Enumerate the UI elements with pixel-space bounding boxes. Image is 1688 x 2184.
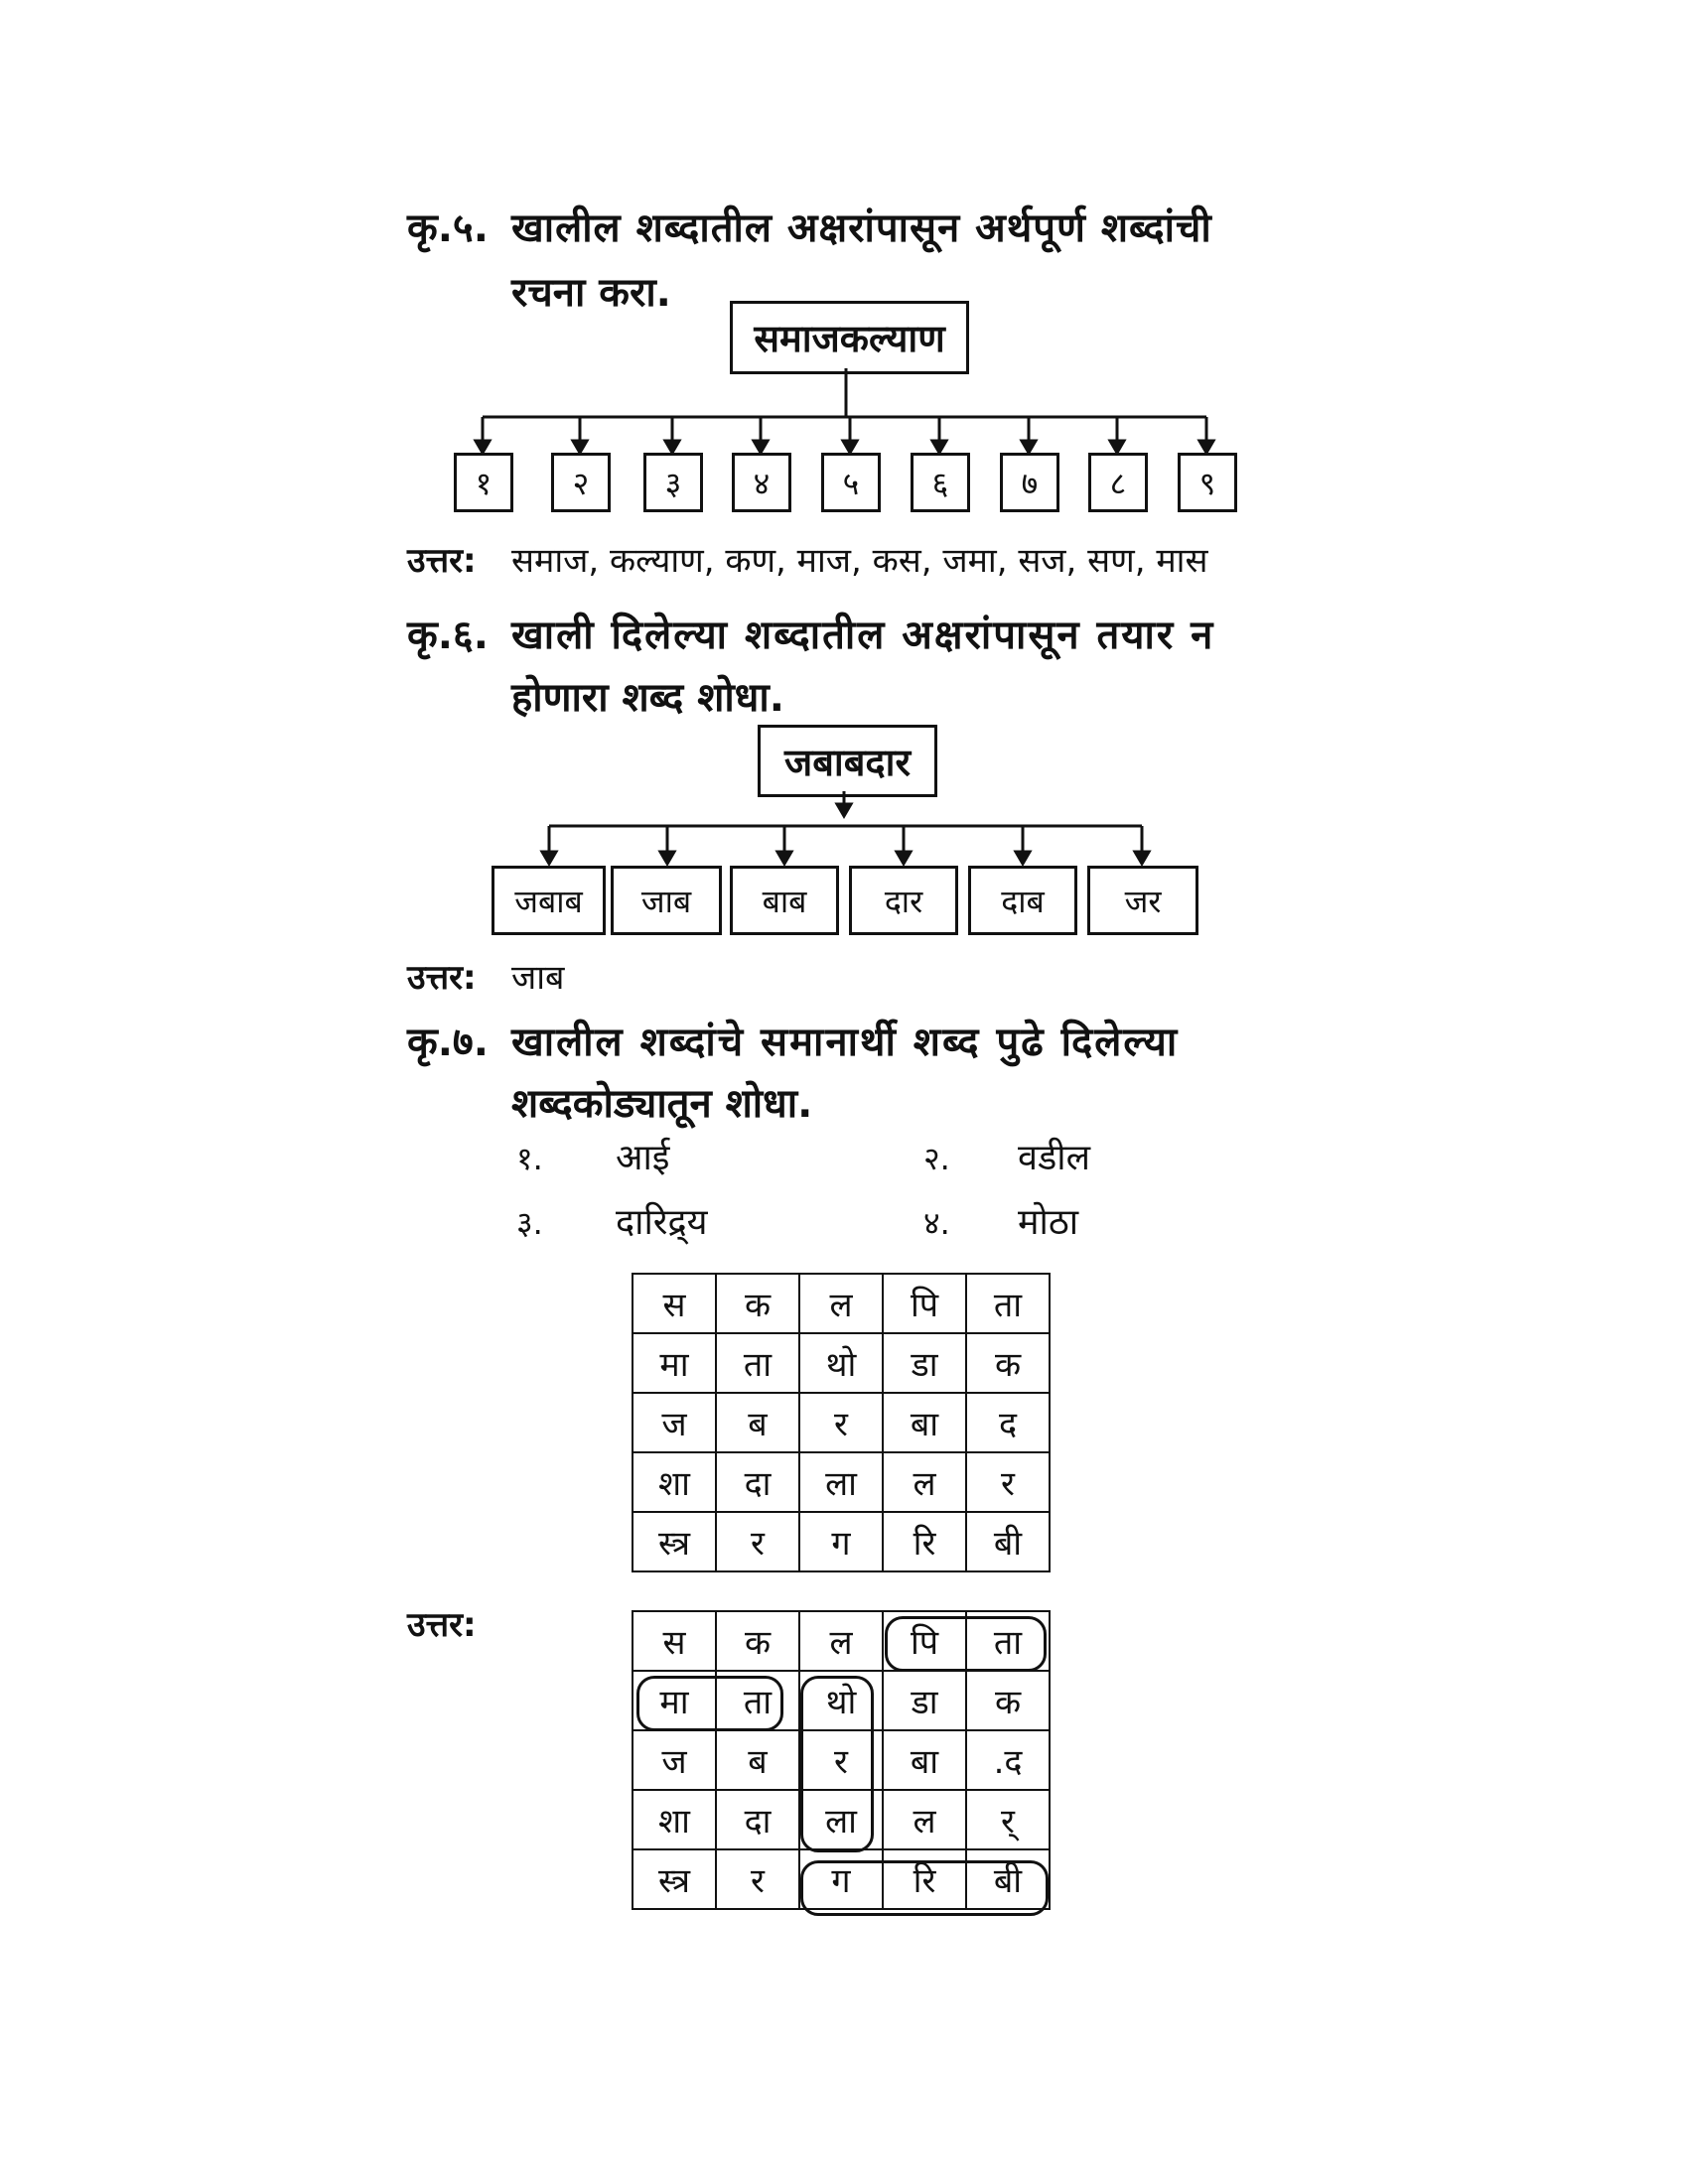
q7-answer-label: उत्तर: — [407, 1605, 477, 1645]
grid-cell: ता — [716, 1333, 799, 1393]
grid-cell: क — [966, 1333, 1050, 1393]
grid-cell: पि — [883, 1274, 966, 1333]
grid-cell: क — [966, 1671, 1050, 1730]
grid-cell: र — [716, 1512, 799, 1571]
grid-cell: दा — [716, 1790, 799, 1849]
q7-list-word-3: दारिद्र्य — [616, 1202, 708, 1243]
grid-row — [633, 1512, 1050, 1571]
grid-cell: ल — [883, 1452, 966, 1512]
answer-highlight-mata — [636, 1676, 783, 1731]
grid-cell: ता — [966, 1274, 1050, 1333]
grid-row — [633, 1274, 1050, 1333]
grid-cell: ला — [799, 1452, 883, 1512]
q7-question-line2: शब्दकोड्यातून शोधा. — [511, 1081, 813, 1127]
grid-cell: पि — [883, 1611, 966, 1671]
q5-root-word: समाजकल्याण — [754, 317, 945, 360]
q6-option-2-text: जाब — [640, 882, 692, 920]
answer-highlight-pita — [885, 1616, 1047, 1672]
grid-cell: डा — [883, 1333, 966, 1393]
grid-cell: र् — [966, 1790, 1050, 1849]
grid-cell: र — [799, 1730, 883, 1790]
q5-box-1-num: १ — [475, 464, 492, 502]
q5-box-9-num: ९ — [1198, 464, 1216, 502]
q5-answer-label: उत्तर: — [407, 541, 477, 581]
q7-puzzle-grid — [632, 1273, 1051, 1572]
grid-cell: द — [966, 1393, 1050, 1452]
q6-option-5-text: दाब — [1001, 882, 1045, 920]
grid-cell: स — [633, 1274, 716, 1333]
grid-cell: स्त्र — [633, 1849, 716, 1909]
q7-list-num-4: ४. — [923, 1204, 950, 1242]
grid-cell: मा — [633, 1671, 716, 1730]
grid-cell: बी — [966, 1512, 1050, 1571]
answer-highlight-thorla — [800, 1676, 874, 1852]
q6-label: कृ.६. — [407, 613, 489, 658]
q7-list-word-1: आई — [616, 1138, 670, 1178]
grid-cell: ग — [799, 1512, 883, 1571]
grid-cell: ज — [633, 1730, 716, 1790]
q6-root-word: जबाबदार — [784, 740, 911, 784]
grid-cell: ता — [966, 1611, 1050, 1671]
grid-cell: थो — [799, 1333, 883, 1393]
q5-label: कृ.५. — [407, 205, 489, 251]
q7-question-line1: खालील शब्दांचे समानार्थी शब्द पुढे दिलेल्या — [511, 1020, 1180, 1065]
grid-cell: रि — [883, 1849, 966, 1909]
q5-question-line1: खालील शब्दातील अक्षरांपासून अर्थपूर्ण शब्दांची — [511, 205, 1212, 251]
q7-list-num-1: १. — [516, 1140, 543, 1177]
grid-cell: ज — [633, 1393, 716, 1452]
grid-cell: र — [716, 1849, 799, 1909]
grid-cell: शा — [633, 1790, 716, 1849]
grid-row — [633, 1452, 1050, 1512]
grid-row — [633, 1333, 1050, 1393]
q6-option-3-text: बाब — [762, 882, 807, 920]
grid-cell: .द — [966, 1730, 1050, 1790]
q7-label: कृ.७. — [407, 1020, 489, 1065]
grid-cell: ब — [716, 1730, 799, 1790]
q6-option-6-text: जर — [1124, 882, 1162, 920]
grid-cell: बा — [883, 1730, 966, 1790]
grid-cell: ता — [716, 1671, 799, 1730]
q6-option-4-text: दार — [884, 882, 923, 920]
grid-row — [633, 1393, 1050, 1452]
q6-option-6 — [1087, 866, 1198, 935]
q7-list-word-4: मोठा — [1018, 1202, 1079, 1243]
grid-cell: डा — [883, 1671, 966, 1730]
q6-option-3 — [730, 866, 839, 935]
grid-cell: र — [799, 1393, 883, 1452]
q5-box-3-num: ३ — [664, 464, 682, 502]
q6-option-5 — [968, 866, 1077, 935]
q6-option-1 — [492, 866, 606, 935]
q5-box-7-num: ७ — [1021, 464, 1039, 502]
q5-box-5-num: ५ — [842, 464, 860, 502]
grid-cell: स्त्र — [633, 1512, 716, 1571]
grid-cell: रि — [883, 1512, 966, 1571]
grid-cell: ग — [799, 1849, 883, 1909]
grid-cell: ला — [799, 1790, 883, 1849]
grid-cell: ब — [716, 1393, 799, 1452]
grid-cell: क — [716, 1274, 799, 1333]
q7-list-num-3: ३. — [516, 1204, 543, 1242]
q6-question-line1: खाली दिलेल्या शब्दातील अक्षरांपासून तयार न — [511, 613, 1215, 658]
q6-answer-label: उत्तर: — [407, 958, 477, 998]
grid-cell: थो — [799, 1671, 883, 1730]
q5-box-8-num: ८ — [1109, 464, 1127, 502]
grid-cell: ल — [799, 1274, 883, 1333]
q6-question-line2: होणारा शब्द शोधा. — [511, 675, 784, 721]
q6-option-1-text: जबाब — [514, 882, 583, 920]
grid-cell: ल — [799, 1611, 883, 1671]
q6-answer-text: जाब — [511, 958, 565, 998]
q6-option-2 — [611, 866, 722, 935]
grid-cell: र — [966, 1452, 1050, 1512]
q5-question-line2: रचना करा. — [511, 270, 671, 316]
grid-cell: क — [716, 1611, 799, 1671]
answer-highlight-garibi — [800, 1860, 1049, 1916]
grid-cell: बा — [883, 1393, 966, 1452]
q7-list-word-2: वडील — [1018, 1138, 1091, 1178]
grid-cell: दा — [716, 1452, 799, 1512]
grid-cell: शा — [633, 1452, 716, 1512]
grid-cell: बी — [966, 1849, 1050, 1909]
grid-cell: मा — [633, 1333, 716, 1393]
q5-box-4-num: ४ — [753, 464, 771, 502]
grid-cell: ल — [883, 1790, 966, 1849]
q5-answer-text: समाज, कल्याण, कण, माज, कस, जमा, सज, सण, मास — [511, 541, 1208, 581]
q6-option-4 — [849, 866, 958, 935]
q7-list-num-2: २. — [923, 1140, 950, 1177]
q5-box-6-num: ६ — [931, 464, 949, 502]
q5-box-2-num: २ — [572, 464, 590, 502]
grid-cell: स — [633, 1611, 716, 1671]
